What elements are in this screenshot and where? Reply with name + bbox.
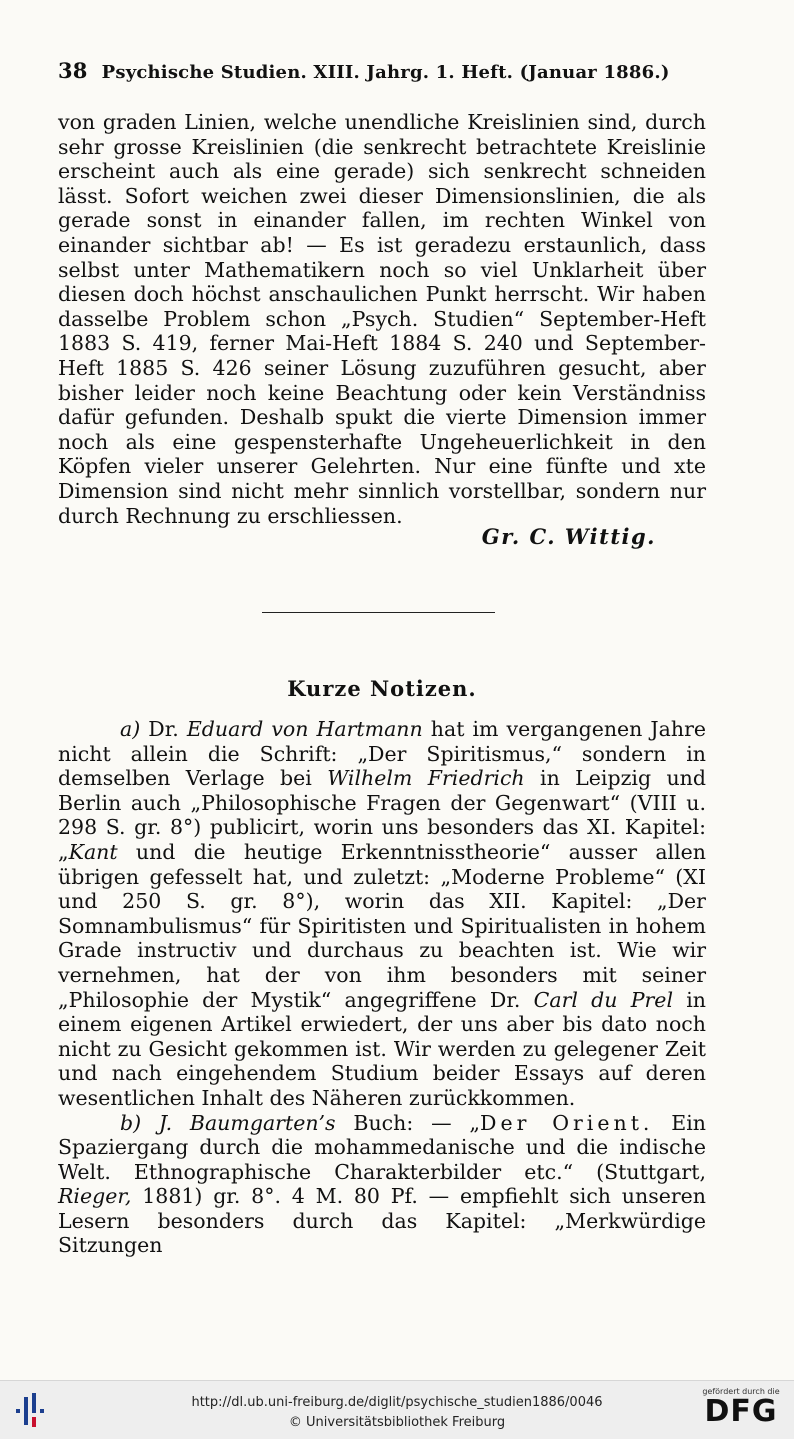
running-title: Psychische Studien. XIII. Jahrg. 1. Heft. (Januar 1886.) [101,62,670,83]
note-b-marker: b) J. Baumgarten’s [120,1110,336,1135]
permalink-url[interactable]: http://dl.ub.uni-freiburg.de/diglit/psychische_studien1886/0046 [191,1395,603,1410]
article-ending [58,110,706,528]
page-number: 38 [58,58,88,83]
note-b-publisher: Rieger, [58,1184,132,1209]
note-a-kant: Kant [68,839,118,864]
note-a-publisher: Wilhelm Friedrich [327,766,525,791]
note-a-prel: Carl du Prel [533,987,673,1012]
section-divider [262,612,495,613]
note-a-marker: a) [120,717,141,741]
note-b: b) J. Baumgarten’s Buch: — „Der Orient. Ein Spaziergang durch die mohammedanische und die indische Welt. Ethnographische Charakterbilder etc.“ (Stuttgart, Rieger, 1881) gr. 8°. 4 M. 80 Pf. — empfiehlt sich unseren Lesern besonders durch das Kapitel: „Merkwürdige Sitzungen [58,1110,706,1258]
notes-body [58,717,706,1258]
author-signature: Gr. C. Wittig. [481,524,656,549]
dfg-badge [698,1387,784,1435]
viewer-footer [0,1380,794,1439]
article-paragraph: von graden Linien, welche unendliche Kreislinien sind, durch sehr grosse Kreislinien (die senkrecht betrachtete Kreislinie erscheint auch als eine gerade) sich senkrecht schneiden lässt. Sofort weichen zwei dieser Dimensionslinien, die als gerade sonst in einander fallen, im rechten Winkel von einander sichtbar ab! — Es ist geradezu erstaunlich, dass selbst unter Mathematikern noch so viel Unklarheit über diesen doch höchst anschaulichen Punkt herrscht. Wir haben dasselbe Problem schon „Psych. Studien“ September-Heft 1883 S. 419, ferner Mai-Heft 1884 S. 240 und September-Heft 1885 S. 426 seiner Lösung zuzuführen gesucht, aber bisher leider noch keine Beachtung oder kein Verständniss dafür gefunden. Deshalb spukt die vierte Dimension immer noch als eine gespensterhafte Ungeheuerlichkeit in den Köpfen vieler unserer Gelehrten. Nur eine fünfte und xte Dimension sind nicht mehr sinnlich vorstellbar, sondern nur durch Rechnung zu erschliessen. [58,110,706,528]
section-title: Kurze Notizen. [287,676,477,701]
running-header [58,58,706,83]
copyright-notice: © Universitätsbibliothek Freiburg [288,1415,506,1430]
dfg-caption: gefördert durch die [702,1387,780,1396]
library-logo-icon [12,1391,52,1431]
note-b-book-title: Der Orient. [480,1110,654,1135]
dfg-logo-icon: DFG [704,1394,778,1429]
note-a: a) Dr. Eduard von Hartmann hat im vergangenen Jahre nicht allein die Schrift: „Der Spiritismus,“ sondern in demselben Verlage bei Wilhelm Friedrich in Leipzig und Berlin auch „Philosophische Fragen der Gegenwart“ (VIII u. 298 S. gr. 8°) publicirt, worin uns besonders das XI. Kapitel: „Kant und die heutige Erkenntnisstheorie“ ausser allen übrigen gefesselt hat, und zuletzt: „Moderne Probleme“ (XI und 250 S. gr. 8°), worin das XII. Kapitel: „Der Somnambulismus“ für Spiritisten und Spiritualisten in hohem Grade instructiv und durchaus zu beachten ist. Wie wir vernehmen, hat der von ihm besonders mit seiner „Philosophie der Mystik“ angegriffene Dr. Carl du Prel in einem eigenen Artikel erwiedert, der uns aber bis dato noch nicht zu Gesicht gekommen ist. Wir werden zu gelegener Zeit und nach eingehendem Studium beider Essays auf deren wesentlichen Inhalt des Näheren zurückkommen. [58,717,706,1110]
note-a-author: Eduard von Hartmann [186,717,423,741]
